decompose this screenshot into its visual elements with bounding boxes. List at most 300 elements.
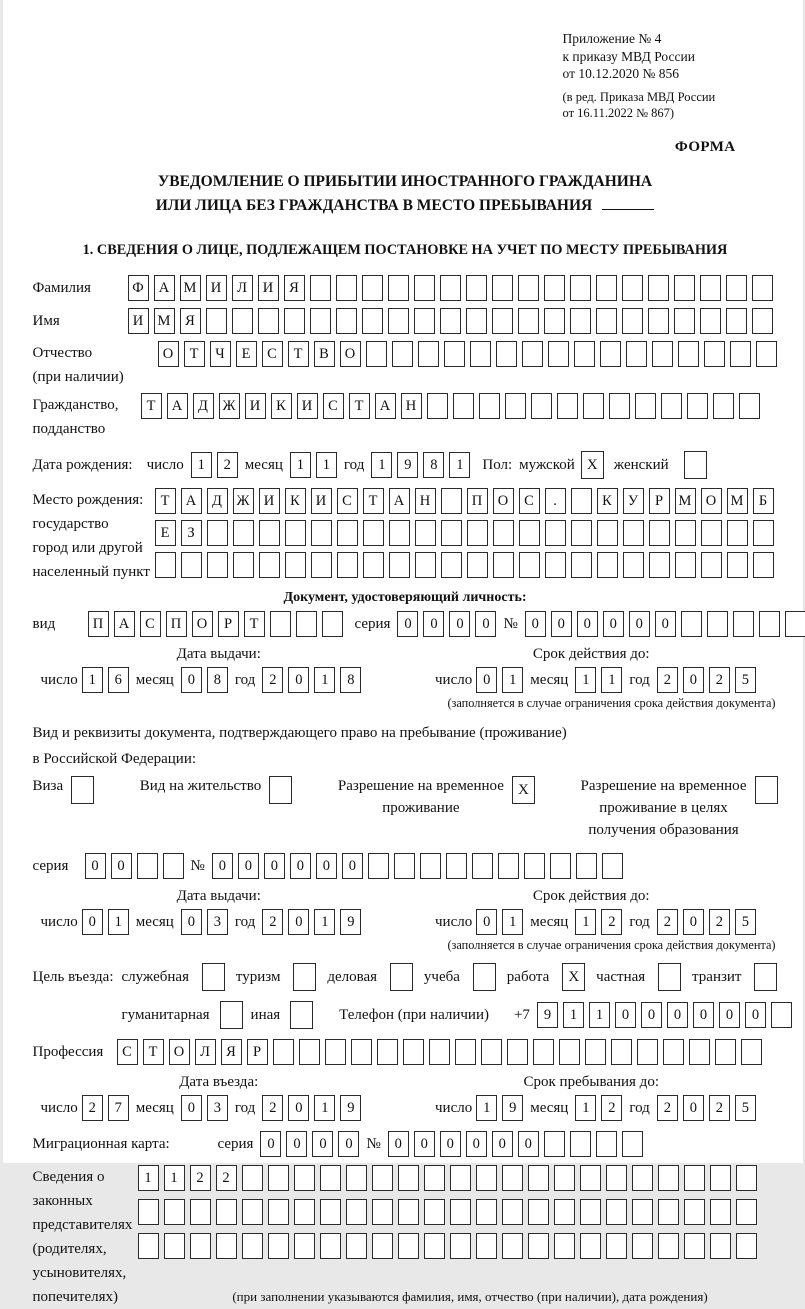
form-cell[interactable]: 1 xyxy=(371,452,392,478)
form-cell[interactable] xyxy=(785,611,805,637)
form-cell[interactable] xyxy=(701,552,722,578)
form-cell[interactable]: Т xyxy=(155,488,176,514)
form-cell[interactable]: Р xyxy=(218,611,239,637)
form-cell[interactable]: 1 xyxy=(575,1095,596,1121)
form-cell[interactable] xyxy=(533,1039,554,1065)
form-cell[interactable]: 1 xyxy=(589,1002,610,1028)
form-cell[interactable] xyxy=(163,853,184,879)
form-cell[interactable] xyxy=(450,1165,471,1191)
form-cell[interactable]: 9 xyxy=(537,1002,558,1028)
form-cell[interactable] xyxy=(545,552,566,578)
purpose-option-checkbox[interactable] xyxy=(390,963,413,991)
form-cell[interactable]: А xyxy=(114,611,135,637)
form-cell[interactable] xyxy=(570,308,591,334)
form-cell[interactable] xyxy=(548,341,569,367)
form-cell[interactable]: Д xyxy=(193,393,214,419)
form-cell[interactable] xyxy=(232,308,253,334)
form-cell[interactable] xyxy=(392,341,413,367)
form-cell[interactable]: 2 xyxy=(262,667,283,693)
form-cell[interactable] xyxy=(554,1233,575,1259)
form-cell[interactable] xyxy=(635,393,656,419)
form-cell[interactable] xyxy=(424,1199,445,1225)
form-cell[interactable] xyxy=(181,552,202,578)
form-cell[interactable]: С xyxy=(337,488,358,514)
form-cell[interactable]: К xyxy=(271,393,292,419)
form-cell[interactable]: П xyxy=(467,488,488,514)
form-cell[interactable] xyxy=(398,1165,419,1191)
form-cell[interactable]: М xyxy=(727,488,748,514)
form-cell[interactable] xyxy=(398,1233,419,1259)
purpose-option-checkbox[interactable] xyxy=(658,963,681,991)
form-cell[interactable] xyxy=(242,1199,263,1225)
form-cell[interactable]: С xyxy=(323,393,344,419)
form-cell[interactable]: 2 xyxy=(601,909,622,935)
form-cell[interactable] xyxy=(310,275,331,301)
form-cell[interactable] xyxy=(726,275,747,301)
form-cell[interactable] xyxy=(296,611,317,637)
form-cell[interactable] xyxy=(730,341,751,367)
form-cell[interactable] xyxy=(467,520,488,546)
form-cell[interactable]: 0 xyxy=(238,853,259,879)
form-cell[interactable]: Н xyxy=(415,488,436,514)
form-cell[interactable]: 2 xyxy=(601,1095,622,1121)
form-cell[interactable] xyxy=(440,275,461,301)
form-cell[interactable] xyxy=(207,520,228,546)
form-cell[interactable] xyxy=(310,308,331,334)
form-cell[interactable] xyxy=(519,520,540,546)
form-cell[interactable]: Б xyxy=(753,488,774,514)
form-cell[interactable]: 8 xyxy=(340,667,361,693)
form-cell[interactable]: С xyxy=(140,611,161,637)
form-cell[interactable] xyxy=(736,1233,757,1259)
form-cell[interactable] xyxy=(544,1131,565,1157)
form-cell[interactable]: 9 xyxy=(340,1095,361,1121)
form-cell[interactable]: 8 xyxy=(423,452,444,478)
form-cell[interactable] xyxy=(597,520,618,546)
form-cell[interactable]: 9 xyxy=(340,909,361,935)
form-cell[interactable] xyxy=(710,1233,731,1259)
form-cell[interactable] xyxy=(583,393,604,419)
form-cell[interactable] xyxy=(727,552,748,578)
form-cell[interactable] xyxy=(524,853,545,879)
form-cell[interactable] xyxy=(661,393,682,419)
residence-permit-checkbox[interactable] xyxy=(269,776,292,804)
form-cell[interactable]: 1 xyxy=(449,452,470,478)
form-cell[interactable] xyxy=(528,1199,549,1225)
form-cell[interactable] xyxy=(622,308,643,334)
form-cell[interactable]: 0 xyxy=(518,1131,539,1157)
form-cell[interactable] xyxy=(658,1233,679,1259)
form-cell[interactable]: 0 xyxy=(449,611,470,637)
form-cell[interactable] xyxy=(467,552,488,578)
form-cell[interactable] xyxy=(294,1233,315,1259)
form-cell[interactable] xyxy=(190,1233,211,1259)
form-cell[interactable]: 0 xyxy=(440,1131,461,1157)
form-cell[interactable] xyxy=(294,1165,315,1191)
form-cell[interactable]: 0 xyxy=(397,611,418,637)
form-cell[interactable] xyxy=(455,1039,476,1065)
form-cell[interactable] xyxy=(637,1039,658,1065)
form-cell[interactable] xyxy=(337,520,358,546)
form-cell[interactable] xyxy=(600,341,621,367)
form-cell[interactable]: Л xyxy=(232,275,253,301)
form-cell[interactable] xyxy=(585,1039,606,1065)
form-cell[interactable] xyxy=(623,520,644,546)
form-cell[interactable] xyxy=(285,520,306,546)
form-cell[interactable] xyxy=(648,275,669,301)
form-cell[interactable]: С xyxy=(519,488,540,514)
form-cell[interactable]: Я xyxy=(221,1039,242,1065)
form-cell[interactable] xyxy=(420,853,441,879)
form-cell[interactable]: Т xyxy=(244,611,265,637)
form-cell[interactable] xyxy=(424,1233,445,1259)
form-cell[interactable] xyxy=(388,308,409,334)
form-cell[interactable] xyxy=(268,1233,289,1259)
form-cell[interactable] xyxy=(366,341,387,367)
form-cell[interactable]: 0 xyxy=(85,853,106,879)
form-cell[interactable] xyxy=(270,611,291,637)
form-cell[interactable]: 5 xyxy=(735,667,756,693)
form-cell[interactable] xyxy=(701,520,722,546)
form-cell[interactable]: 0 xyxy=(414,1131,435,1157)
form-cell[interactable]: 0 xyxy=(683,667,704,693)
form-cell[interactable]: 0 xyxy=(476,909,497,935)
form-cell[interactable] xyxy=(528,1233,549,1259)
form-cell[interactable]: М xyxy=(180,275,201,301)
form-cell[interactable] xyxy=(492,275,513,301)
form-cell[interactable] xyxy=(273,1039,294,1065)
form-cell[interactable] xyxy=(268,1199,289,1225)
form-cell[interactable] xyxy=(450,1233,471,1259)
form-cell[interactable] xyxy=(707,611,728,637)
form-cell[interactable] xyxy=(733,611,754,637)
form-cell[interactable]: И xyxy=(258,275,279,301)
form-cell[interactable] xyxy=(258,308,279,334)
form-cell[interactable]: 0 xyxy=(181,1095,202,1121)
form-cell[interactable]: И xyxy=(245,393,266,419)
form-cell[interactable]: А xyxy=(154,275,175,301)
form-cell[interactable] xyxy=(415,552,436,578)
form-cell[interactable] xyxy=(476,1165,497,1191)
form-cell[interactable] xyxy=(472,853,493,879)
form-cell[interactable]: 0 xyxy=(476,667,497,693)
form-cell[interactable] xyxy=(492,308,513,334)
form-cell[interactable]: И xyxy=(128,308,149,334)
form-cell[interactable]: 1 xyxy=(316,452,337,478)
form-cell[interactable]: 5 xyxy=(735,1095,756,1121)
form-cell[interactable] xyxy=(285,552,306,578)
form-cell[interactable]: 1 xyxy=(191,452,212,478)
form-cell[interactable]: 1 xyxy=(138,1165,159,1191)
form-cell[interactable] xyxy=(622,1131,643,1157)
form-cell[interactable] xyxy=(684,1233,705,1259)
form-cell[interactable] xyxy=(320,1165,341,1191)
form-cell[interactable] xyxy=(389,520,410,546)
form-cell[interactable] xyxy=(710,1199,731,1225)
form-cell[interactable]: 0 xyxy=(492,1131,513,1157)
temp-residence-checkbox[interactable]: X xyxy=(512,776,535,804)
form-cell[interactable]: Т xyxy=(143,1039,164,1065)
form-cell[interactable] xyxy=(674,275,695,301)
form-cell[interactable]: 0 xyxy=(338,1131,359,1157)
form-cell[interactable]: 1 xyxy=(290,452,311,478)
form-cell[interactable]: 0 xyxy=(603,611,624,637)
form-cell[interactable]: 0 xyxy=(111,853,132,879)
purpose-option-checkbox[interactable] xyxy=(220,1001,243,1029)
form-cell[interactable] xyxy=(580,1165,601,1191)
form-cell[interactable]: О xyxy=(701,488,722,514)
form-cell[interactable]: А xyxy=(181,488,202,514)
form-cell[interactable] xyxy=(299,1039,320,1065)
form-cell[interactable]: 0 xyxy=(466,1131,487,1157)
form-cell[interactable]: К xyxy=(285,488,306,514)
form-cell[interactable] xyxy=(164,1199,185,1225)
form-cell[interactable]: 2 xyxy=(190,1165,211,1191)
form-cell[interactable] xyxy=(377,1039,398,1065)
temp-residence-education-checkbox[interactable] xyxy=(755,776,778,804)
form-cell[interactable] xyxy=(741,1039,762,1065)
form-cell[interactable]: 1 xyxy=(575,909,596,935)
form-cell[interactable]: И xyxy=(311,488,332,514)
form-cell[interactable] xyxy=(571,488,592,514)
form-cell[interactable]: 0 xyxy=(342,853,363,879)
form-cell[interactable] xyxy=(372,1165,393,1191)
form-cell[interactable] xyxy=(675,552,696,578)
form-cell[interactable] xyxy=(596,1131,617,1157)
form-cell[interactable] xyxy=(470,341,491,367)
form-cell[interactable] xyxy=(259,552,280,578)
visa-checkbox[interactable] xyxy=(71,776,94,804)
form-cell[interactable] xyxy=(623,552,644,578)
form-cell[interactable]: 0 xyxy=(683,909,704,935)
form-cell[interactable]: 0 xyxy=(719,1002,740,1028)
form-cell[interactable] xyxy=(363,552,384,578)
form-cell[interactable] xyxy=(752,275,773,301)
form-cell[interactable] xyxy=(481,1039,502,1065)
form-cell[interactable] xyxy=(207,552,228,578)
form-cell[interactable]: 8 xyxy=(207,667,228,693)
purpose-option-checkbox[interactable] xyxy=(290,1001,313,1029)
form-cell[interactable]: 0 xyxy=(316,853,337,879)
form-cell[interactable] xyxy=(346,1199,367,1225)
form-cell[interactable] xyxy=(611,1039,632,1065)
form-cell[interactable] xyxy=(606,1199,627,1225)
form-cell[interactable]: 0 xyxy=(475,611,496,637)
form-cell[interactable]: Т xyxy=(184,341,205,367)
form-cell[interactable]: Д xyxy=(207,488,228,514)
form-cell[interactable] xyxy=(320,1233,341,1259)
form-cell[interactable]: 0 xyxy=(525,611,546,637)
form-cell[interactable]: 0 xyxy=(286,1131,307,1157)
purpose-option-checkbox[interactable] xyxy=(754,963,777,991)
form-cell[interactable]: М xyxy=(675,488,696,514)
form-cell[interactable] xyxy=(753,552,774,578)
form-cell[interactable]: 2 xyxy=(709,1095,730,1121)
form-cell[interactable]: 1 xyxy=(575,667,596,693)
form-cell[interactable] xyxy=(609,393,630,419)
form-cell[interactable] xyxy=(466,308,487,334)
form-cell[interactable]: 2 xyxy=(262,909,283,935)
form-cell[interactable]: 0 xyxy=(288,909,309,935)
form-cell[interactable] xyxy=(544,308,565,334)
form-cell[interactable] xyxy=(570,275,591,301)
form-cell[interactable]: 3 xyxy=(207,1095,228,1121)
form-cell[interactable]: А xyxy=(375,393,396,419)
form-cell[interactable]: 2 xyxy=(657,1095,678,1121)
form-cell[interactable] xyxy=(372,1233,393,1259)
form-cell[interactable] xyxy=(715,1039,736,1065)
form-cell[interactable] xyxy=(311,552,332,578)
form-cell[interactable] xyxy=(554,1199,575,1225)
form-cell[interactable] xyxy=(681,611,702,637)
form-cell[interactable] xyxy=(388,275,409,301)
form-cell[interactable] xyxy=(687,393,708,419)
form-cell[interactable]: 0 xyxy=(264,853,285,879)
form-cell[interactable] xyxy=(294,1199,315,1225)
form-cell[interactable] xyxy=(571,552,592,578)
form-cell[interactable] xyxy=(320,1199,341,1225)
form-cell[interactable]: 1 xyxy=(108,909,129,935)
form-cell[interactable]: Т xyxy=(288,341,309,367)
form-cell[interactable]: И xyxy=(206,275,227,301)
form-cell[interactable]: 0 xyxy=(693,1002,714,1028)
form-cell[interactable]: 0 xyxy=(577,611,598,637)
form-cell[interactable] xyxy=(444,341,465,367)
form-cell[interactable] xyxy=(545,520,566,546)
form-cell[interactable] xyxy=(554,1165,575,1191)
form-cell[interactable] xyxy=(574,341,595,367)
form-cell[interactable] xyxy=(700,308,721,334)
form-cell[interactable] xyxy=(739,393,760,419)
form-cell[interactable]: 3 xyxy=(207,909,228,935)
form-cell[interactable]: 0 xyxy=(82,909,103,935)
form-cell[interactable]: 1 xyxy=(502,667,523,693)
form-cell[interactable]: В xyxy=(314,341,335,367)
form-cell[interactable] xyxy=(155,552,176,578)
form-cell[interactable] xyxy=(571,520,592,546)
form-cell[interactable] xyxy=(652,341,673,367)
form-cell[interactable] xyxy=(507,1039,528,1065)
form-cell[interactable]: 1 xyxy=(314,1095,335,1121)
form-cell[interactable]: З xyxy=(181,520,202,546)
form-cell[interactable]: Т xyxy=(141,393,162,419)
form-cell[interactable]: И xyxy=(297,393,318,419)
form-cell[interactable] xyxy=(519,552,540,578)
form-cell[interactable]: Т xyxy=(349,393,370,419)
purpose-option-checkbox[interactable] xyxy=(202,963,225,991)
form-cell[interactable]: 1 xyxy=(314,909,335,935)
form-cell[interactable] xyxy=(727,520,748,546)
form-cell[interactable] xyxy=(771,1002,792,1028)
form-cell[interactable] xyxy=(206,308,227,334)
form-cell[interactable]: 2 xyxy=(216,1165,237,1191)
form-cell[interactable] xyxy=(528,1165,549,1191)
form-cell[interactable] xyxy=(496,341,517,367)
form-cell[interactable]: Ж xyxy=(219,393,240,419)
form-cell[interactable] xyxy=(441,552,462,578)
form-cell[interactable] xyxy=(626,341,647,367)
form-cell[interactable] xyxy=(736,1199,757,1225)
form-cell[interactable] xyxy=(440,308,461,334)
sex-female-checkbox[interactable] xyxy=(684,451,707,479)
form-cell[interactable] xyxy=(476,1199,497,1225)
form-cell[interactable] xyxy=(394,853,415,879)
form-cell[interactable] xyxy=(678,341,699,367)
form-cell[interactable] xyxy=(368,853,389,879)
form-cell[interactable]: 2 xyxy=(709,667,730,693)
form-cell[interactable] xyxy=(622,275,643,301)
form-cell[interactable]: 0 xyxy=(615,1002,636,1028)
form-cell[interactable] xyxy=(418,341,439,367)
form-cell[interactable]: С xyxy=(117,1039,138,1065)
form-cell[interactable] xyxy=(544,275,565,301)
form-cell[interactable]: 0 xyxy=(288,667,309,693)
form-cell[interactable]: 9 xyxy=(502,1095,523,1121)
form-cell[interactable] xyxy=(559,1039,580,1065)
purpose-option-checkbox[interactable] xyxy=(473,963,496,991)
form-cell[interactable] xyxy=(137,853,158,879)
form-cell[interactable] xyxy=(502,1165,523,1191)
form-cell[interactable] xyxy=(557,393,578,419)
form-cell[interactable]: 1 xyxy=(476,1095,497,1121)
form-cell[interactable] xyxy=(268,1165,289,1191)
form-cell[interactable] xyxy=(242,1165,263,1191)
form-cell[interactable]: О xyxy=(169,1039,190,1065)
form-cell[interactable] xyxy=(493,552,514,578)
form-cell[interactable]: 2 xyxy=(657,909,678,935)
form-cell[interactable] xyxy=(531,393,552,419)
form-cell[interactable]: 0 xyxy=(667,1002,688,1028)
form-cell[interactable] xyxy=(632,1233,653,1259)
form-cell[interactable] xyxy=(505,393,526,419)
form-cell[interactable] xyxy=(429,1039,450,1065)
form-cell[interactable]: И xyxy=(259,488,280,514)
form-cell[interactable] xyxy=(414,308,435,334)
form-cell[interactable]: 0 xyxy=(629,611,650,637)
form-cell[interactable]: 0 xyxy=(641,1002,662,1028)
form-cell[interactable]: Р xyxy=(649,488,670,514)
form-cell[interactable] xyxy=(233,552,254,578)
form-cell[interactable] xyxy=(233,520,254,546)
form-cell[interactable] xyxy=(466,275,487,301)
form-cell[interactable] xyxy=(216,1199,237,1225)
form-cell[interactable] xyxy=(346,1233,367,1259)
form-cell[interactable]: Я xyxy=(284,275,305,301)
form-cell[interactable] xyxy=(518,275,539,301)
form-cell[interactable]: . xyxy=(545,488,566,514)
form-cell[interactable] xyxy=(325,1039,346,1065)
form-cell[interactable]: Я xyxy=(180,308,201,334)
form-cell[interactable] xyxy=(363,520,384,546)
form-cell[interactable] xyxy=(753,520,774,546)
form-cell[interactable] xyxy=(190,1199,211,1225)
form-cell[interactable] xyxy=(493,520,514,546)
form-cell[interactable] xyxy=(138,1233,159,1259)
form-cell[interactable]: 0 xyxy=(260,1131,281,1157)
form-cell[interactable] xyxy=(570,1131,591,1157)
form-cell[interactable]: С xyxy=(262,341,283,367)
form-cell[interactable] xyxy=(424,1165,445,1191)
form-cell[interactable] xyxy=(704,341,725,367)
form-cell[interactable] xyxy=(649,552,670,578)
form-cell[interactable] xyxy=(259,520,280,546)
form-cell[interactable] xyxy=(632,1165,653,1191)
form-cell[interactable] xyxy=(648,308,669,334)
form-cell[interactable] xyxy=(752,308,773,334)
form-cell[interactable] xyxy=(336,308,357,334)
form-cell[interactable]: 1 xyxy=(502,909,523,935)
form-cell[interactable] xyxy=(502,1199,523,1225)
